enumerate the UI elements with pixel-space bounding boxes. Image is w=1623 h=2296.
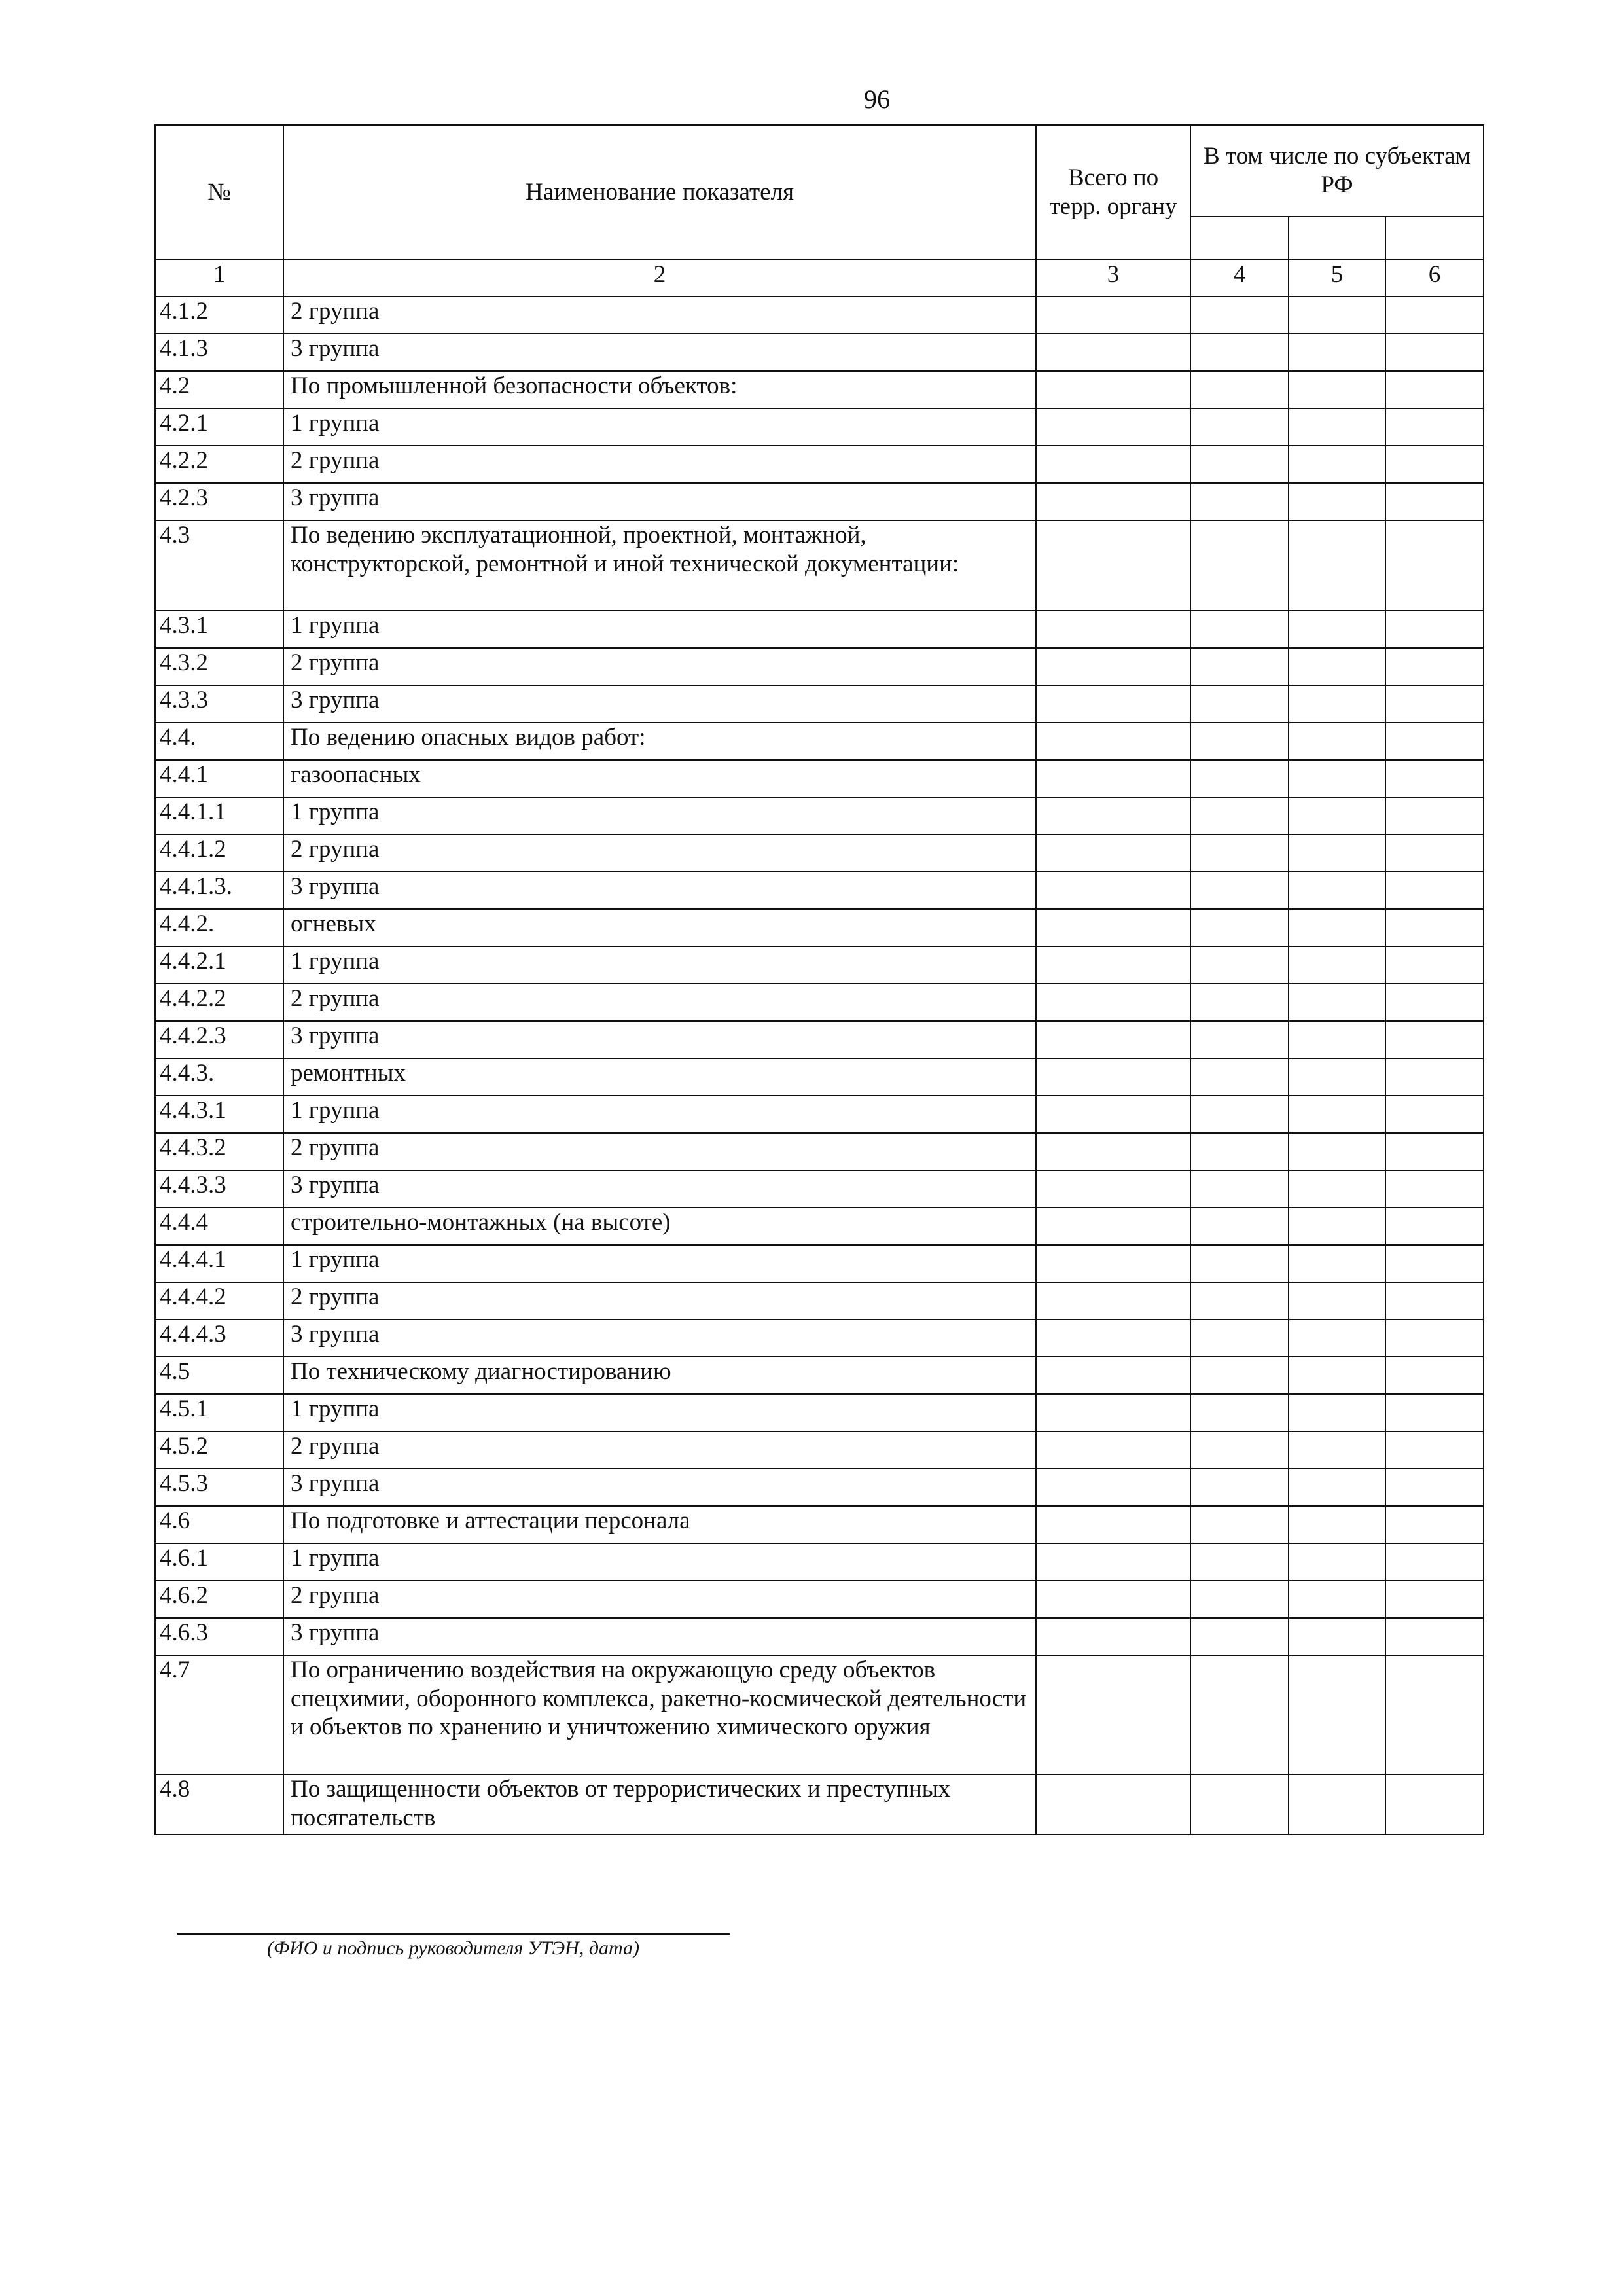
row-indicator-name: 3 группа xyxy=(283,1319,1036,1357)
row-total-cell xyxy=(1036,1096,1190,1133)
row-subject-cell xyxy=(1190,872,1289,909)
row-subject-cell xyxy=(1190,1319,1289,1357)
row-indicator-name: 1 группа xyxy=(283,1543,1036,1581)
row-subject-cell xyxy=(1289,1096,1385,1133)
row-subject-cell xyxy=(1385,1282,1484,1319)
row-subject-cell xyxy=(1190,1208,1289,1245)
row-total-cell xyxy=(1036,1282,1190,1319)
row-number: 4.4.1.3. xyxy=(155,872,283,909)
row-subject-cell xyxy=(1190,520,1289,611)
row-subject-cell xyxy=(1289,1170,1385,1208)
row-subject-cell xyxy=(1190,1133,1289,1170)
table-row xyxy=(155,909,1484,946)
row-indicator-name: огневых xyxy=(283,909,1036,946)
table-row xyxy=(155,1469,1484,1506)
row-indicator-name: 3 группа xyxy=(283,334,1036,371)
row-subject-cell xyxy=(1289,483,1385,520)
row-subject-cell xyxy=(1385,834,1484,872)
row-subject-cell xyxy=(1385,1618,1484,1655)
row-number: 4.4.2.2 xyxy=(155,984,283,1021)
row-subject-cell xyxy=(1385,1394,1484,1431)
row-subject-cell xyxy=(1289,1208,1385,1245)
row-total-cell xyxy=(1036,1774,1190,1835)
row-number: 4.4.2.1 xyxy=(155,946,283,984)
table-row xyxy=(155,1394,1484,1431)
row-subject-cell xyxy=(1385,984,1484,1021)
signature-caption: (ФИО и подпись руководителя УТЭН, дата) xyxy=(266,1937,640,1959)
row-total-cell xyxy=(1036,909,1190,946)
column-number: 2 xyxy=(283,260,1036,296)
row-total-cell xyxy=(1036,872,1190,909)
row-subject-cell xyxy=(1385,408,1484,446)
row-subject-cell xyxy=(1385,1170,1484,1208)
row-subject-cell xyxy=(1190,685,1289,723)
row-subject-cell xyxy=(1190,1096,1289,1133)
row-number: 4.1.3 xyxy=(155,334,283,371)
table-row xyxy=(155,520,1484,611)
row-subject-cell xyxy=(1385,1469,1484,1506)
row-total-cell xyxy=(1036,334,1190,371)
row-subject-cell xyxy=(1190,408,1289,446)
row-subject-cell xyxy=(1385,1655,1484,1774)
row-subject-cell xyxy=(1190,1021,1289,1058)
row-number: 4.1.2 xyxy=(155,296,283,334)
row-indicator-name: По подготовке и аттестации персонала xyxy=(283,1506,1036,1543)
table-row xyxy=(155,946,1484,984)
header-subject-cell xyxy=(1190,217,1289,260)
row-subject-cell xyxy=(1289,648,1385,685)
table-row xyxy=(155,334,1484,371)
row-subject-cell xyxy=(1289,909,1385,946)
row-number: 4.4.3.2 xyxy=(155,1133,283,1170)
table-row xyxy=(155,648,1484,685)
table-row xyxy=(155,1774,1484,1835)
row-number: 4.4.2.3 xyxy=(155,1021,283,1058)
row-subject-cell xyxy=(1385,520,1484,611)
row-subject-cell xyxy=(1385,1431,1484,1469)
row-indicator-name: 2 группа xyxy=(283,1282,1036,1319)
header-name: Наименование показателя xyxy=(283,125,1036,260)
row-total-cell xyxy=(1036,1319,1190,1357)
row-subject-cell xyxy=(1385,1581,1484,1618)
row-subject-cell xyxy=(1190,909,1289,946)
row-subject-cell xyxy=(1289,1431,1385,1469)
row-subject-cell xyxy=(1289,1282,1385,1319)
table-row xyxy=(155,1506,1484,1543)
row-subject-cell xyxy=(1289,1058,1385,1096)
row-subject-cell xyxy=(1289,797,1385,834)
row-subject-cell xyxy=(1190,760,1289,797)
row-indicator-name: 1 группа xyxy=(283,1096,1036,1133)
row-total-cell xyxy=(1036,1506,1190,1543)
row-subject-cell xyxy=(1190,1469,1289,1506)
row-subject-cell xyxy=(1190,483,1289,520)
row-subject-cell xyxy=(1385,1245,1484,1282)
row-total-cell xyxy=(1036,723,1190,760)
row-number: 4.4.3.3 xyxy=(155,1170,283,1208)
row-subject-cell xyxy=(1385,446,1484,483)
table-row xyxy=(155,1058,1484,1096)
column-number: 3 xyxy=(1036,260,1190,296)
row-total-cell xyxy=(1036,1021,1190,1058)
row-subject-cell xyxy=(1190,334,1289,371)
row-subject-cell xyxy=(1289,334,1385,371)
row-total-cell xyxy=(1036,685,1190,723)
row-number: 4.5 xyxy=(155,1357,283,1394)
row-subject-cell xyxy=(1289,1319,1385,1357)
row-number: 4.5.1 xyxy=(155,1394,283,1431)
row-subject-cell xyxy=(1190,1170,1289,1208)
row-total-cell xyxy=(1036,296,1190,334)
row-subject-cell xyxy=(1385,946,1484,984)
row-number: 4.6.1 xyxy=(155,1543,283,1581)
row-subject-cell xyxy=(1385,1506,1484,1543)
row-indicator-name: 2 группа xyxy=(283,648,1036,685)
row-number: 4.5.2 xyxy=(155,1431,283,1469)
row-subject-cell xyxy=(1190,1058,1289,1096)
row-subject-cell xyxy=(1289,1469,1385,1506)
row-subject-cell xyxy=(1289,408,1385,446)
row-number: 4.4.4.3 xyxy=(155,1319,283,1357)
row-subject-cell xyxy=(1190,296,1289,334)
row-subject-cell xyxy=(1289,1245,1385,1282)
row-indicator-name: 3 группа xyxy=(283,483,1036,520)
row-indicator-name: По защищенности объектов от террористических и преступных посягательств xyxy=(283,1774,1036,1835)
row-subject-cell xyxy=(1190,371,1289,408)
row-number: 4.6.3 xyxy=(155,1618,283,1655)
row-subject-cell xyxy=(1289,1506,1385,1543)
row-indicator-name: 1 группа xyxy=(283,946,1036,984)
row-subject-cell xyxy=(1190,723,1289,760)
table-row xyxy=(155,723,1484,760)
table-row xyxy=(155,446,1484,483)
header-subject-cell xyxy=(1289,217,1385,260)
row-indicator-name: 2 группа xyxy=(283,834,1036,872)
row-subject-cell xyxy=(1289,834,1385,872)
indicator-table xyxy=(154,124,1484,1835)
table-row xyxy=(155,834,1484,872)
row-subject-cell xyxy=(1385,1774,1484,1835)
row-number: 4.3.1 xyxy=(155,611,283,648)
row-subject-cell xyxy=(1385,797,1484,834)
row-number: 4.6 xyxy=(155,1506,283,1543)
row-subject-cell xyxy=(1289,984,1385,1021)
row-subject-cell xyxy=(1289,946,1385,984)
row-total-cell xyxy=(1036,760,1190,797)
row-indicator-name: 3 группа xyxy=(283,1618,1036,1655)
column-number-row xyxy=(155,260,1484,296)
row-subject-cell xyxy=(1385,1357,1484,1394)
row-total-cell xyxy=(1036,371,1190,408)
header-subject-cell xyxy=(1385,217,1484,260)
row-indicator-name: 3 группа xyxy=(283,685,1036,723)
row-total-cell xyxy=(1036,984,1190,1021)
row-subject-cell xyxy=(1289,1133,1385,1170)
row-subject-cell xyxy=(1289,296,1385,334)
row-subject-cell xyxy=(1385,483,1484,520)
row-indicator-name: По ведению эксплуатационной, проектной, монтажной, конструкторской, ремонтной и иной технической документации: xyxy=(283,520,1036,611)
table-row xyxy=(155,1431,1484,1469)
row-indicator-name: По техническому диагностированию xyxy=(283,1357,1036,1394)
row-subject-cell xyxy=(1190,1394,1289,1431)
table-row xyxy=(155,685,1484,723)
row-subject-cell xyxy=(1190,984,1289,1021)
row-indicator-name: 3 группа xyxy=(283,872,1036,909)
row-number: 4.3 xyxy=(155,520,283,611)
row-total-cell xyxy=(1036,1469,1190,1506)
row-number: 4.7 xyxy=(155,1655,283,1774)
row-subject-cell xyxy=(1190,1618,1289,1655)
row-indicator-name: ремонтных xyxy=(283,1058,1036,1096)
header-subjects: В том числе по субъектам РФ xyxy=(1190,125,1484,217)
row-indicator-name: 2 группа xyxy=(283,1431,1036,1469)
row-subject-cell xyxy=(1385,1543,1484,1581)
row-total-cell xyxy=(1036,834,1190,872)
row-number: 4.3.2 xyxy=(155,648,283,685)
row-number: 4.4.1.2 xyxy=(155,834,283,872)
column-number: 4 xyxy=(1190,260,1289,296)
row-subject-cell xyxy=(1385,760,1484,797)
row-subject-cell xyxy=(1190,648,1289,685)
row-indicator-name: газоопасных xyxy=(283,760,1036,797)
row-indicator-name: 1 группа xyxy=(283,408,1036,446)
row-subject-cell xyxy=(1385,648,1484,685)
row-total-cell xyxy=(1036,1431,1190,1469)
table-row xyxy=(155,1208,1484,1245)
row-subject-cell xyxy=(1190,1581,1289,1618)
row-number: 4.5.3 xyxy=(155,1469,283,1506)
row-total-cell xyxy=(1036,648,1190,685)
row-subject-cell xyxy=(1289,446,1385,483)
row-number: 4.4.2. xyxy=(155,909,283,946)
row-number: 4.2.2 xyxy=(155,446,283,483)
row-subject-cell xyxy=(1385,1319,1484,1357)
row-total-cell xyxy=(1036,1394,1190,1431)
table-row xyxy=(155,984,1484,1021)
table-row xyxy=(155,1618,1484,1655)
row-subject-cell xyxy=(1190,946,1289,984)
row-subject-cell xyxy=(1190,797,1289,834)
row-total-cell xyxy=(1036,1133,1190,1170)
table-row xyxy=(155,611,1484,648)
row-subject-cell xyxy=(1289,872,1385,909)
row-subject-cell xyxy=(1289,1774,1385,1835)
table-row xyxy=(155,1282,1484,1319)
row-subject-cell xyxy=(1190,1245,1289,1282)
row-subject-cell xyxy=(1190,446,1289,483)
row-total-cell xyxy=(1036,1581,1190,1618)
column-number: 5 xyxy=(1289,260,1385,296)
row-total-cell xyxy=(1036,1655,1190,1774)
row-indicator-name: 2 группа xyxy=(283,984,1036,1021)
row-subject-cell xyxy=(1190,1506,1289,1543)
row-subject-cell xyxy=(1190,1774,1289,1835)
row-indicator-name: 1 группа xyxy=(283,1394,1036,1431)
row-subject-cell xyxy=(1385,872,1484,909)
row-indicator-name: 3 группа xyxy=(283,1170,1036,1208)
table-row xyxy=(155,296,1484,334)
table-row xyxy=(155,1543,1484,1581)
row-subject-cell xyxy=(1190,1655,1289,1774)
table-row xyxy=(155,1021,1484,1058)
row-subject-cell xyxy=(1385,1058,1484,1096)
row-subject-cell xyxy=(1385,611,1484,648)
row-number: 4.4.4 xyxy=(155,1208,283,1245)
row-number: 4.4.3.1 xyxy=(155,1096,283,1133)
row-number: 4.4.4.1 xyxy=(155,1245,283,1282)
row-number: 4.4.1 xyxy=(155,760,283,797)
row-indicator-name: 1 группа xyxy=(283,797,1036,834)
row-total-cell xyxy=(1036,1208,1190,1245)
row-total-cell xyxy=(1036,611,1190,648)
row-number: 4.2.1 xyxy=(155,408,283,446)
row-subject-cell xyxy=(1289,1618,1385,1655)
row-number: 4.6.2 xyxy=(155,1581,283,1618)
row-indicator-name: По промышленной безопасности объектов: xyxy=(283,371,1036,408)
table-row xyxy=(155,408,1484,446)
row-total-cell xyxy=(1036,408,1190,446)
row-total-cell xyxy=(1036,1058,1190,1096)
row-subject-cell xyxy=(1289,1394,1385,1431)
row-total-cell xyxy=(1036,946,1190,984)
row-total-cell xyxy=(1036,1543,1190,1581)
row-subject-cell xyxy=(1289,723,1385,760)
row-total-cell xyxy=(1036,1170,1190,1208)
row-indicator-name: По ведению опасных видов работ: xyxy=(283,723,1036,760)
row-subject-cell xyxy=(1385,723,1484,760)
table-row xyxy=(155,797,1484,834)
row-indicator-name: По ограничению воздействия на окружающую среду объектов спецхимии, оборонного комплекса, ракетно-космической деятельности и объектов по хранению и уничтожению химического оружия xyxy=(283,1655,1036,1774)
row-total-cell xyxy=(1036,446,1190,483)
row-indicator-name: 3 группа xyxy=(283,1469,1036,1506)
table-row xyxy=(155,760,1484,797)
row-number: 4.2 xyxy=(155,371,283,408)
table-row xyxy=(155,872,1484,909)
row-subject-cell xyxy=(1385,685,1484,723)
table-row xyxy=(155,1170,1484,1208)
row-subject-cell xyxy=(1289,1543,1385,1581)
row-total-cell xyxy=(1036,1245,1190,1282)
row-subject-cell xyxy=(1385,1021,1484,1058)
row-subject-cell xyxy=(1385,1208,1484,1245)
table-body xyxy=(155,296,1484,1835)
column-number: 6 xyxy=(1385,260,1484,296)
row-number: 4.4.1.1 xyxy=(155,797,283,834)
row-indicator-name: 2 группа xyxy=(283,1581,1036,1618)
table-row xyxy=(155,1319,1484,1357)
row-number: 4.4. xyxy=(155,723,283,760)
row-subject-cell xyxy=(1385,371,1484,408)
row-subject-cell xyxy=(1385,334,1484,371)
table-row xyxy=(155,483,1484,520)
row-subject-cell xyxy=(1190,1543,1289,1581)
row-subject-cell xyxy=(1190,1282,1289,1319)
row-subject-cell xyxy=(1190,1431,1289,1469)
row-indicator-name: 2 группа xyxy=(283,296,1036,334)
row-subject-cell xyxy=(1190,611,1289,648)
table-row xyxy=(155,1096,1484,1133)
row-total-cell xyxy=(1036,797,1190,834)
row-number: 4.4.4.2 xyxy=(155,1282,283,1319)
row-number: 4.2.3 xyxy=(155,483,283,520)
row-subject-cell xyxy=(1289,685,1385,723)
row-indicator-name: 2 группа xyxy=(283,446,1036,483)
row-indicator-name: 3 группа xyxy=(283,1021,1036,1058)
row-subject-cell xyxy=(1385,296,1484,334)
page-number: 96 xyxy=(864,84,890,114)
row-indicator-name: 1 группа xyxy=(283,1245,1036,1282)
row-subject-cell xyxy=(1289,1021,1385,1058)
row-indicator-name: 1 группа xyxy=(283,611,1036,648)
row-subject-cell xyxy=(1289,1357,1385,1394)
table-row xyxy=(155,1245,1484,1282)
header-num: № xyxy=(155,125,283,260)
table-row xyxy=(155,1133,1484,1170)
table-row xyxy=(155,1581,1484,1618)
row-subject-cell xyxy=(1190,834,1289,872)
row-indicator-name: 2 группа xyxy=(283,1133,1036,1170)
row-subject-cell xyxy=(1289,760,1385,797)
row-indicator-name: строительно-монтажных (на высоте) xyxy=(283,1208,1036,1245)
table-row xyxy=(155,1357,1484,1394)
row-number: 4.4.3. xyxy=(155,1058,283,1096)
header-total: Всего по терр. органу xyxy=(1036,125,1190,260)
table-row xyxy=(155,371,1484,408)
signature-line xyxy=(177,1933,730,1935)
row-subject-cell xyxy=(1289,371,1385,408)
row-number: 4.8 xyxy=(155,1774,283,1835)
table-row xyxy=(155,1655,1484,1774)
row-total-cell xyxy=(1036,483,1190,520)
row-subject-cell xyxy=(1385,1133,1484,1170)
row-total-cell xyxy=(1036,520,1190,611)
row-subject-cell xyxy=(1289,611,1385,648)
row-number: 4.3.3 xyxy=(155,685,283,723)
row-total-cell xyxy=(1036,1618,1190,1655)
row-subject-cell xyxy=(1289,1581,1385,1618)
column-number: 1 xyxy=(155,260,283,296)
row-subject-cell xyxy=(1190,1357,1289,1394)
row-subject-cell xyxy=(1385,909,1484,946)
row-subject-cell xyxy=(1385,1096,1484,1133)
row-total-cell xyxy=(1036,1357,1190,1394)
row-subject-cell xyxy=(1289,520,1385,611)
row-subject-cell xyxy=(1289,1655,1385,1774)
